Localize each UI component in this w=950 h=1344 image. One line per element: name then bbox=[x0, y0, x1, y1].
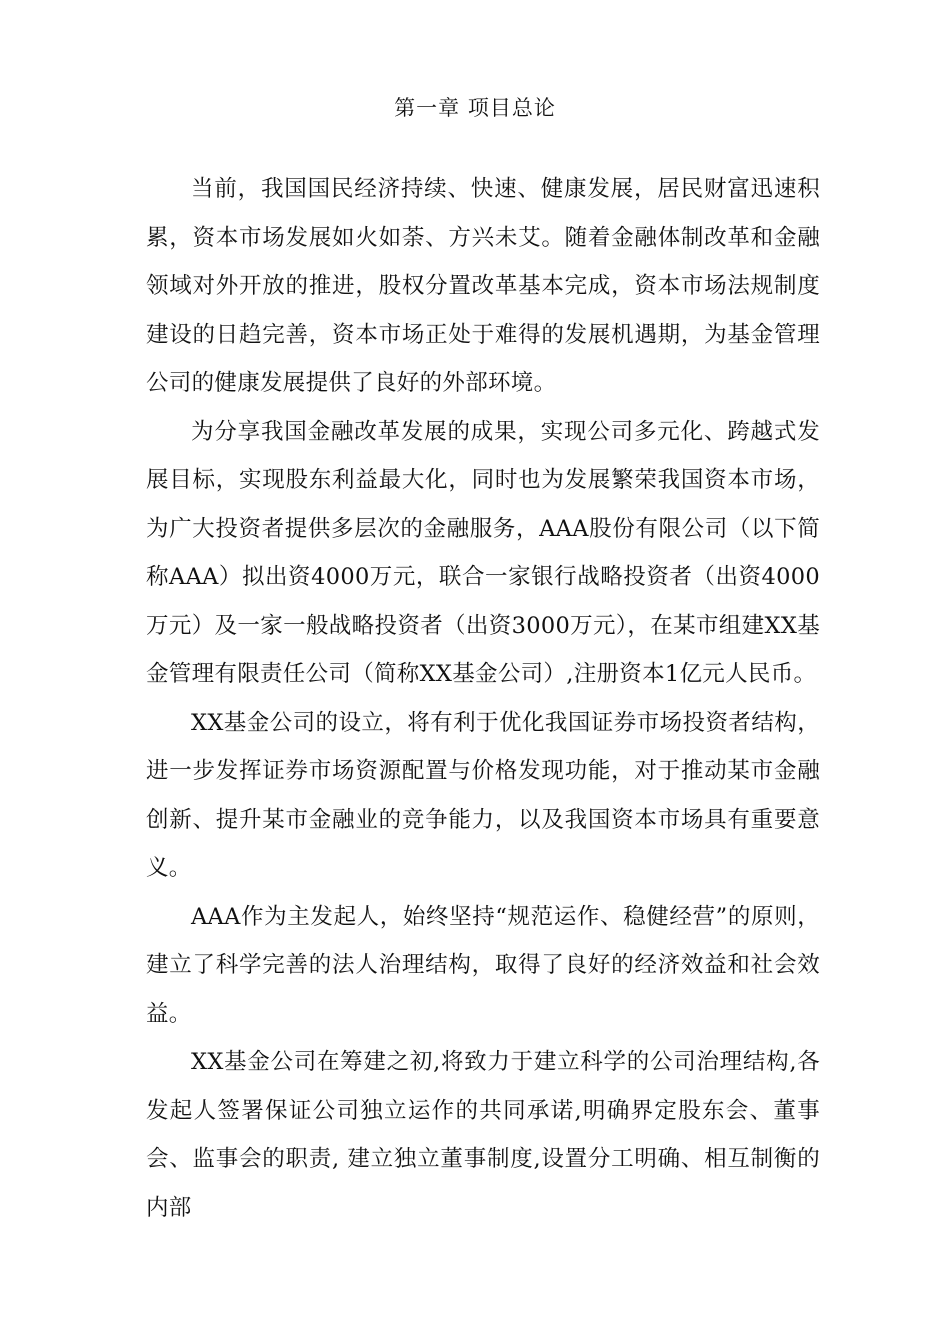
paragraph-5: XX基金公司在筹建之初,将致力于建立科学的公司治理结构,各发起人签署保证公司独立运作的共同承诺,明确界定股东会、董事会、监事会的职责, 建立独立董事制度,设置分工明确、相互制衡的内部 bbox=[146, 1049, 820, 1221]
paragraph-4: AAA作为主发起人，始终坚持“规范运作、稳健经营”的原则，建立了科学完善的法人治理结构，取得了良好的经济效益和社会效益。 bbox=[146, 903, 820, 1027]
paragraph-1: 当前，我国国民经济持续、快速、健康发展，居民财富迅速积累，资本市场发展如火如荼、方兴未艾。随着金融体制改革和金融领域对外开放的推进，股权分置改革基本完成，资本市场法规制度建设的日趋完善，资本市场正处于难得的发展机遇期，为基金管理公司的健康发展提供了良好的外部环境。 bbox=[146, 176, 820, 396]
paragraph-2: 为分享我国金融改革发展的成果，实现公司多元化、跨越式发展目标，实现股东利益最大化，同时也为发展繁荣我国资本市场，为广大投资者提供多层次的金融服务，AAA股份有限公司（以下简称AAA）拟出资4000万元，联合一家银行战略投资者（出资4000万元）及一家一般战略投资者（出资3000万元），在某市组建XX基金管理有限责任公司（简称XX基金公司）,注册资本1亿元人民币。 bbox=[146, 418, 820, 687]
chapter-title: 第一章 项目总论 bbox=[394, 96, 556, 120]
paragraph-3: XX基金公司的设立，将有利于优化我国证券市场投资者结构，进一步发挥证券市场资源配置与价格发现功能，对于推动某市金融创新、提升某市金融业的竞争能力，以及我国资本市场具有重要意义。 bbox=[146, 709, 820, 881]
body-text bbox=[146, 165, 820, 1232]
